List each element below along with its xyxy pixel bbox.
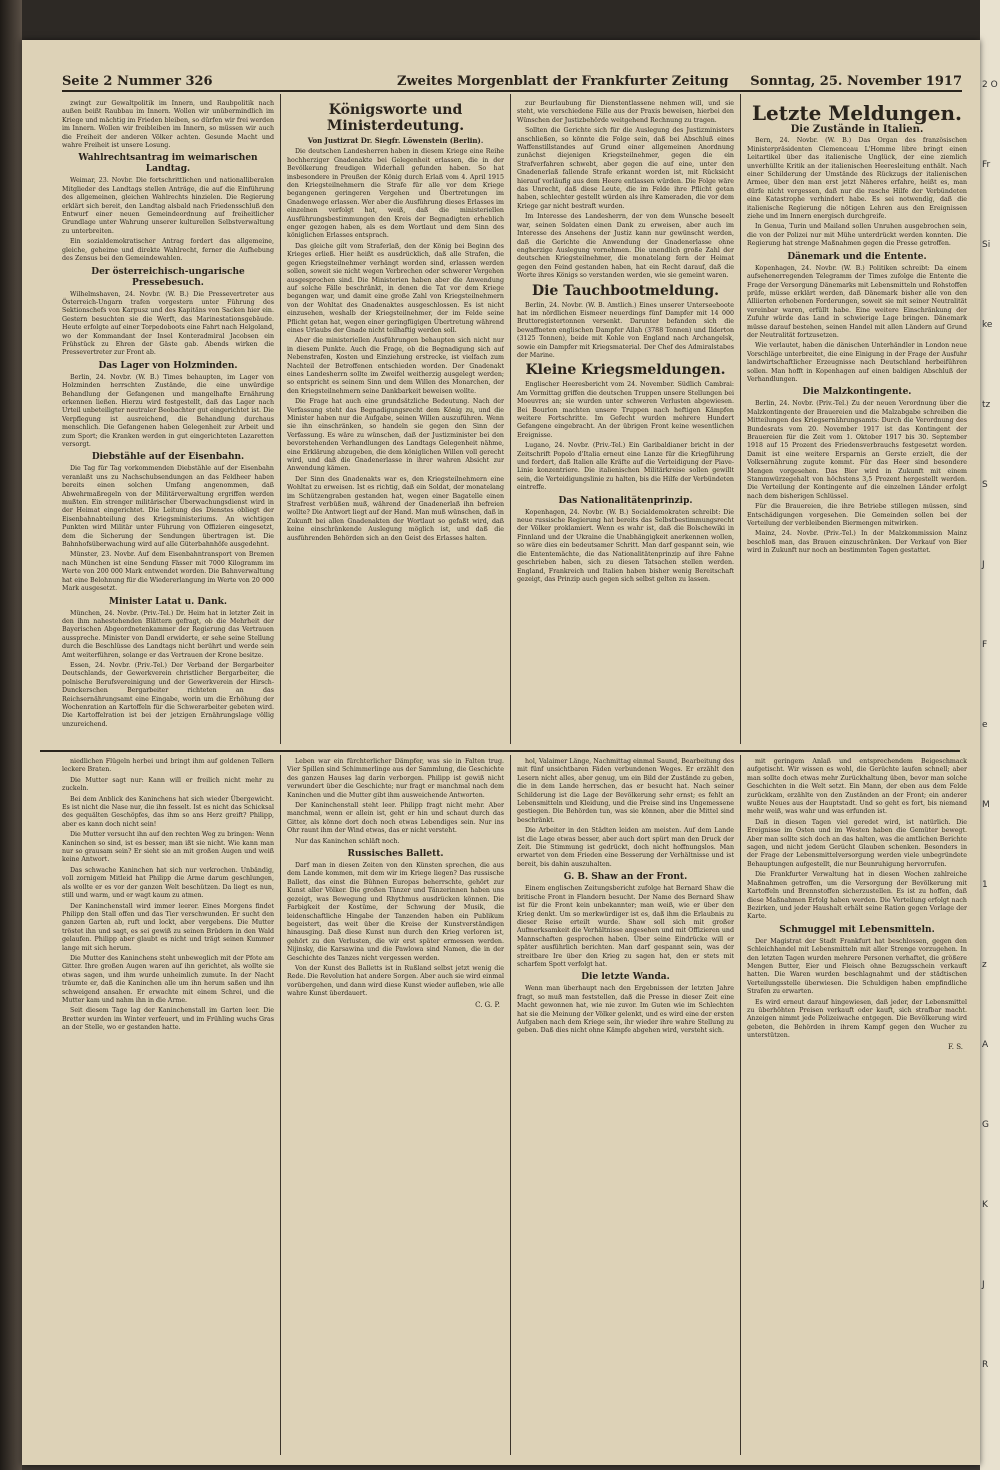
masthead [62,74,962,92]
article-text: Münster, 23. Novbr. Auf dem Eisenbahntransport von Bremen nach München ist eine Sendung Fässer mit 7000 Kilogramm im Werte von 200 000 Mark entwendet worden. Die Bahnverwaltung hat eine Belohnung für die Wiedererlangung im Werte von 20 000 Mark ausgesetzt. [62,551,274,593]
scanner-background-top [0,0,1000,40]
article-text: Aber die ministeriellen Ausführungen behaupten sich nicht nur in diesem Punkte. Auch die Frage, ob die Begnadigung sich auf Nebenstrafen, Kosten und Einziehung erstrecke, ist vielfach zum Nachteil der Betroffenen entschieden worden. Der Gnadenakt eines Landesherrn sollte im Zweifel weitherzig ausgelegt werden; so entspricht es seinem Sinn und dem Willen des Monarchen, der den Kriegsteilnehmern seine Dankbarkeit beweisen wollte. [287,337,504,395]
feuilleton-column-4 [747,758,967,1453]
adjacent-page-fragment: Fr [982,160,991,170]
newspaper-page [22,40,980,1465]
adjacent-page-fragment: 1 [982,880,988,890]
adjacent-page-fragment: R [982,1360,989,1370]
story-text: niedlichen Flügeln herbei und bringt ihm auf goldenen Tellern leckere Braten. [62,758,274,774]
newspaper-title: Zweites Morgenblatt der Frankfurter Zeitung [397,74,729,89]
article-text: Die Frankfurter Verwaltung hat in diesen Wochen zahlreiche Maßnahmen getroffen, um die Versorgung der Bevölkerung mit Kartoffeln und Brennstoffen sicherzustellen. Es ist zu hoffen, daß diese Maßnahmen Erfolg haben werden. Die Verteilung erfolgt nach Bezirken, und jeder Haushalt erhält seine Ration gegen Vorlage der Karte. [747,871,967,921]
article-text: Mainz, 24. Novbr. (Priv.-Tel.) In der Malzkommission Mainz beschloß man, das Brauen einzuschränken. Der Verkauf von Bier wird in Zukunft nur noch an bestimmten Tagen gestattet. [747,530,967,555]
article-headline: Königsworte und Ministerdeutung. [326,102,465,134]
article-text: Von der Kunst des Balletts ist in Rußland selbst jetzt wenig die Rede. Die Revolution hat andere Sorgen. Aber auch sie wird einmal vorübergehen, und dann wird diese Kunst wieder aufleben, wie alle wahre Kunst überdauert. [287,964,504,998]
column-2 [287,100,504,745]
article-heading: Die Malzkontingente. [802,387,912,398]
adjacent-page-fragment: F [982,640,988,650]
adjacent-page-fragment: z [982,960,987,970]
page-number: Seite 2 Nummer 326 [62,74,213,89]
column-4 [747,100,967,745]
adjacent-page-fragment: tz [982,400,991,410]
adjacent-page-fragment: M [982,800,990,810]
story-text: Die Mutter versucht ihn auf den rechten Weg zu bringen: Wenn Kaninchen so sind, ist es besser, man ißt sie nicht. Wie kann man nur so grausam sein? Er sieht sie an mit großen Augen und weiß keine Antwort. [62,831,274,864]
article-heading: Das Lager von Holzminden. [98,360,238,371]
article-subheading: Die Zustände in Italien. [790,124,924,135]
article-heading: Wahlrechtsantrag im weimarischen Landtag. [78,153,258,175]
column-divider [740,94,741,744]
adjacent-page-fragment: A [982,1040,989,1050]
article-text: Die Tag für Tag vorkommenden Diebstähle auf der Eisenbahn veranlaßt uns zu Nachschubsendungen an das Feldheer haben bereits einen solchen Umfang angenommen, daß Abwehrmaßregeln von der Militärverwaltung ergriffen werden mußten. Ein strenger militärischer Überwachungsdienst wird in der Heimat eingerichtet. Die Leitung des Dienstes obliegt der Eisenbahnabteilung des Kriegsministeriums. An wichtigen Punkten wird Militär unter Führung von Offizieren eingesetzt, dem die Sicherung der Sendungen übertragen ist. Die Bahnhofsüberwachung wird auf alle Güterbahnhöfe ausgedehnt. [62,465,274,549]
article-text: Essen, 24. Novbr. (Priv.-Tel.) Der Verband der Bergarbeiter Deutschlands, der Gewerkverein christlicher Bergarbeiter, die polnische Berufsvereinigung und der Gewerkverein der Hirsch-Dunckerschen Bergarbeiter richteten an das Reichsernährungsamt eine Eingabe, worin um die Erhöhung der Wochenration an Kartoffeln für die Schwerarbeiter gebeten wird. Die Kartoffelration ist bei der jetzigen Ernährungslage völlig unzureichend. [62,661,274,728]
column-1 [62,100,274,745]
article-headline: Die Tauchbootmeldung. [531,282,720,299]
article-heading: Das Nationalitätenprinzip. [558,495,693,506]
article-text: Ein sozialdemokratischer Antrag fordert das allgemeine, gleiche, geheime und direkte Wahlrecht, ferner die Aufhebung des Zensus bei den Gemeindewahlen. [62,238,274,263]
feuilleton-column-2 [287,758,504,1453]
author-signature: C. G. P. [475,1000,500,1009]
story-text: Leben war ein fürchterlicher Dämpfer, was sie in Falten trug. Vier Spillen sind Schimmerlinge aus der Sammlung, die Geschichte des ganzen Hauses lag darin verborgen. Philipp ist gewiß nicht verwundert über die Geschichte; nur fragt er manchmal nach dem Kaninchen und die Mutter gibt ihm ausweichende Antworten. [287,758,504,799]
issue-date: Sonntag, 25. November 1917 [750,74,962,89]
article-heading: Die letzte Wanda. [581,972,670,983]
feuilleton-column-3 [517,758,734,1453]
article-text: Sollten die Gerichte sich für die Auslegung des Justizministers anschließen, so könnte die Folge sein, daß bei Abschluß eines Waffenstillstandes auf Grund einer allgemeinen Anordnung zunächst diejenigen Kriegsteilnehmer, gegen die ein Strafverfahren schwebt, aber gegen die auf eine, unter den Gnadenerlaß fallende Strafe erkannt worden ist, mit Rücksicht hierauf vorläufig aus dem Heere entlassen würden. Die Folge wäre das Unrecht, daß diese Leute, die im Felde ihre Pflicht getan haben, schlechter gestellt würden als ihre Kameraden, die vor dem Kriege gar nicht bestraft wurden. [517,127,734,210]
article-text: Wilhelmshaven, 24. Novbr. (W. B.) Die Pressevertreter aus Österreich-Ungarn trafen vorgestern unter Führung des Sektionschefs von Karpusz und des Kapitäns von Sacken hier ein. Gestern besuchten sie die Werft, das Marinestationsgebäude. Heute erfolgte auf einer Torpedoboots eine Fahrt nach Helgoland, wo der Kommandant der Insel Konteradmiral Jacobsen ein Frühstück zu Ehren der Gäste gab. Abends wirken die Pressevertreter zur Front ab. [62,290,274,357]
article-heading: Russisches Ballett. [347,849,444,860]
adjacent-page-fragment: 2 O [982,80,998,90]
article-headline: Kleine Kriegsmeldungen. [525,362,726,379]
adjacent-page-fragment: e [982,720,988,730]
column-divider [280,94,281,744]
column-divider [740,755,741,1455]
article-text: mit geringem Anlaß und entsprechendem Beigeschmack aufgetischt. Wir wissen es wohl, die Gerüchte laufen schnell; aber man sollte doch etwas mehr Zurückhaltung üben, bevor man solche Geschichten in die Welt setzt. Ein Mann, der eben aus dem Felde zurückkam, erzählte von den Zuständen an der Front; ein anderer wußte Neues aus der Hauptstadt. Und so geht es fort, bis niemand mehr weiß, was wahr und was erfunden ist. [747,758,967,816]
adjacent-page-fragment: S [982,480,988,490]
article-text: In Genua, Turin und Mailand sollen Unruhen ausgebrochen sein, die von der Polizei nur mit Mühe unterdrückt werden konnten. Die Regierung hat strenge Maßnahmen gegen die Presse getroffen. [747,223,967,248]
column-divider [280,755,281,1455]
article-text: Darf man in diesen Zeiten von den Künsten sprechen, die aus dem Lande kommen, mit dem wir im Kriege liegen? Das russische Ballett, das einst die Bühnen Europas beherrschte, gehört zur Kunst aller Völker. Die großen Tänzer und Tänzerinnen haben uns gezeigt, was Bewegung und Rhythmus ausdrücken können. Die Farbigkeit der Kostüme, der Schwung der Musik, die leidenschaftliche Hingabe der Tanzenden haben ein Publikum begeistert, das weit über die Kreise der Kunstverständigen hinausging. Daß diese Kunst nun durch den Krieg verloren ist, gehört zu den Verlusten, die wir erst später ermessen werden. Nijinsky, die Karsawina und die Pawlowa sind Namen, die in der Geschichte des Tanzes nicht vergessen werden. [287,862,504,962]
adjacent-page-fragment: Si [982,240,991,250]
article-text: zur Beurlaubung für Dienstentlassene nehmen will, und sie steht, wie verschiedene Fälle aus der Praxis beweisen, hierbei den Wünschen der Justizbehörde weitgehend Rechnung zu tragen. [517,100,734,124]
section-headline: Letzte Meldungen. [751,101,963,125]
article-text: München, 24. Novbr. (Priv.-Tel.) Dr. Heim hat in letzter Zeit in den ihm nahestehenden Blättern gefragt, ob die Mehrheit der Bayerischen Abgeordnetenkammer der Regierung das Vertrauen ausspreche. Minister von Dandl erwiderte, er sehe seine Stellung durch die Beschlüsse des Landtags nicht berührt und werde sein Amt weiterführen, solange er das Vertrauen der Krone besitze. [62,609,274,659]
adjacent-page-fragment: ke [982,320,993,330]
feuilleton-divider [40,750,960,752]
story-text: Der Kaninchenstall steht leer. Philipp fragt nicht mehr. Aber manchmal, wenn er allein ist, geht er hin und schaut durch das Gitter, als könne dort doch noch etwas Lebendiges sein. Nur ins Ohr raunt ihm der Wind etwas, das er nicht versteht. [287,802,504,835]
story-text: Seit diesem Tage lag der Kaninchenstall im Garten leer. Die Bretter wurden im Winter verfeuert, und im Frühling wuchs Gras an der Stelle, wo er gestanden hatte. [62,1007,274,1032]
article-heading: G. B. Shaw an der Front. [563,872,688,883]
article-text: Die deutschen Landesherren haben in diesem Kriege eine Reihe hochherziger Gnadenakte bei Gelegenheit erlassen, die in der Bevölkerung freudigen Widerhall gefunden haben. So hat insbesondere in Preußen der König durch Erlaß vom 4. April 1915 den Kriegsteilnehmern die Strafe für alle vor dem Kriege begangenen geringeren Vergehen und Übertretungen im Gnadenwege erlassen. Wer aber die Ausführung dieses Erlasses im einzelnen verfolgt hat, weiß, daß die ministeriellen Ausführungsbestimmungen den Kreis der Begnadigten erheblich enger gezogen haben, als es dem Wortlaut und dem Sinn des königlichen Erlasses entsprach. [287,148,504,240]
article-heading: Diebstähle auf der Eisenbahn. [91,452,245,463]
column-3 [517,100,734,745]
article-heading: Schmuggel mit Lebensmitteln. [779,924,935,935]
feuilleton-column-1 [62,758,274,1453]
article-text: Im Interesse des Landesherrn, der von dem Wunsche beseelt war, seinen Soldaten einen Dank zu erweisen, aber auch im Interesse des Ansehens der Justiz kann nur gewünscht werden, daß die Gerichte die Anwendung der Gnadenerlasse ohne engherzige Auslegung vornehmen. Die unendlich große Zahl der deutschen Kriegsteilnehmer, die monatelang fern der Heimat gegen den Feind gestanden haben, hat ein Recht darauf, daß die Worte ihres Königs so verstanden werden, wie sie gemeint waren. [517,213,734,280]
article-text: Die Arbeiter in den Städten leiden am meisten. Auf dem Lande ist die Lage etwas besser, aber auch dort spürt man den Druck der Zeit. Die Stimmung ist gedrückt, doch nicht hoffnungslos. Man erwartet von dem Frieden eine Besserung der Verhältnisse und ist bereit, bis dahin auszuhalten. [517,827,734,868]
article-heading: Der österreichisch-ungarische Pressebesuch. [91,266,245,288]
article-text: Wie verlautet, haben die dänischen Unterhändler in London neue Vorschläge unterbreitet, die eine Einigung in der Frage der Ausfuhr landwirtschaftlicher Erzeugnisse nach Deutschland herbeiführen sollen. Man hofft in Kopenhagen auf einen baldigen Abschluß der Verhandlungen. [747,342,967,383]
adjacent-page-fragment: K [982,1200,988,1210]
story-text: Nur das Kaninchen schläft noch. [295,837,400,845]
article-text: Weimar, 23. Novbr. Die fortschrittlichen und nationalliberalen Mitglieder des Landtags stellen Anträge, die auf die Einführung des allgemeinen, gleichen Wahlrechts hinzielen. Die Regierung erklärt sich bereit, den Landtag alsbald nach Friedensschluß den Entwurf einer neuen Gemeindeordnung auf freiheitlicher Grundlage unter Wahrung unserer kulturellen Selbstverwaltung zu unterbreiten. [62,177,274,235]
article-text: Kopenhagen, 24. Novbr. (W. B.) Socialdemokraten schreibt: Die neue russische Regierung hat bereits das Selbstbestimmungsrecht der Völker proklamiert. Wenn es wahr ist, daß die Bolschewiki in Finnland und der Ukraine die Unabhängigkeit anerkennen wollen, so wäre dies ein bedeutsamer Schritt. Man darf gespannt sein, wie die Ententemächte, die das Nationalitätenprinzip auf ihre Fahne geschrieben haben, sich zu diesen Tatsachen stellen werden. England, Frankreich und Italien haben bisher wenig Bereitschaft gezeigt, das Prinzip auch gegen sich selbst gelten zu lassen. [517,508,734,583]
article-heading: Dänemark und die Entente. [787,251,927,262]
adjacent-page-fragment: J [982,1280,985,1290]
article-text: Wenn man überhaupt nach den Ergebnissen der letzten Jahre fragt, so muß man feststellen, daß die Presse in dieser Zeit eine Macht gewonnen hat, wie nie zuvor. Im Guten wie im Schlechten hat sie die Meinung der Völker gelenkt, und es wird eine der ersten Aufgaben nach dem Kriege sein, ihr wieder ihre wahre Stellung zu geben. Daß dies nicht ohne Kämpfe abgehen wird, versteht sich. [517,985,734,1035]
article-byline: Von Justizrat Dr. Siegfr. Löwenstein (Berlin). [307,136,484,145]
story-text: Die Mutter des Kaninchens steht unbeweglich mit der Pfote am Gitter. Ihre großen Augen waren auf ihn gerichtet, als wollte sie etwas sagen, und ihm wurde unheimlich zumute. In der Nacht träumte er, daß die Kaninchen alle um ihn herum saßen und ihn schweigend ansahen. Er erwachte mit einem Schrei, und die Mutter kam und nahm ihn in die Arme. [62,954,274,1004]
article-text: Das gleiche gilt vom Straferlaß, den der König bei Beginn des Krieges erließ. Hier heißt es ausdrücklich, daß alle Strafen, die gegen Kriegsteilnehmer verhängt worden sind, erlassen werden sollen, soweit sie nicht wegen Verbrechen oder schwerer Vergehen ausgesprochen sind. Die Ministerien haben aber die Anwendung auf solche Fälle beschränkt, in denen die Tat vor dem Kriege begangen war, und damit eine große Zahl von Kriegsteilnehmern von der Wohltat des Gnadenaktes ausgeschlossen. Es ist nicht einzusehen, weshalb der Kriegsteilnehmer, der im Felde seine Pflicht getan hat, wegen einer geringfügigen Übertretung während eines Urlaubs der Gnade nicht teilhaftig werden soll. [287,242,504,334]
story-text: Der Kaninchenstall wird immer leerer. Eines Morgens findet Philipp den Stall offen und das Tier verschwunden. Er sucht den ganzen Garten ab, ruft und lockt, aber vergebens. Die Mutter tröstet ihn und sagt, es sei gewiß zu seinen Brüdern in den Wald gelaufen. Philipp aber glaubt es nicht und trägt seinen Kummer lange mit sich herum. [62,902,274,952]
author-signature: F. S. [948,1042,963,1051]
adjacent-page-fragment: G [982,1120,989,1130]
article-text: Englischer Heeresbericht vom 24. November. Südlich Cambrai: Am Vormittag griffen die deutschen Truppen unsere Stellungen bei Moeuvres an; sie wurden unter schweren Verlusten abgewiesen. Bei Bourlon machten unsere Truppen nach heftigen Kämpfen weitere Fortschritte. Im Gefecht wurden mehrere Hundert Gefangene eingebracht. An der übrigen Front keine wesentlichen Ereignisse. [517,381,734,439]
article-text: Es wird erneut darauf hingewiesen, daß jeder, der Lebensmittel zu überhöhten Preisen verkauft oder kauft, sich strafbar macht. Anzeigen nimmt jede Polizeiwache entgegen. Die Bevölkerung wird gebeten, die Behörden in ihrem Kampf gegen den Wucher zu unterstützen. [747,998,967,1040]
article-text: zwingt zur Gewaltpolitik im Innern, und Raubpolitik nach außen beißt Raubbau im Innern. Wollen wir unübermindlich im Kriege und mächtig im Frieden bleiben, so dürfen wir frei werden im Innern. Wollen wir freibleiben im Innern, so müssen wir auch die Freiheit der anderen Völker achten. Gesunde Macht und wahre Freiheit ist unsere Losung. [62,100,274,150]
article-heading: Minister Latat u. Dank. [109,596,227,607]
article-text: Die Frage hat auch eine grundsätzliche Bedeutung. Nach der Verfassung steht das Begnadigungsrecht dem König zu, und die Minister haben nur die Aufgabe, seinen Willen auszuführen. Wenn sie ihn einschränken, so handeln sie gegen den Sinn der Verfassung. Es wäre zu wünschen, daß der Justizminister bei den bevorstehenden Verhandlungen des Landtags Gelegenheit nähme, eine Erklärung abzugeben, die dem königlichen Willen voll gerecht wird, und daß die Gnadenerlasse in ihrer wahren Absicht zur Anwendung kämen. [287,398,504,473]
article-text: Einem englischen Zeitungsbericht zufolge hat Bernard Shaw die britische Front in Flandern besucht. Der Name des Bernard Shaw ist für die Front kein unbekannter; man weiß, wie er über den Krieg denkt. Um so merkwürdiger ist es, daß ihm die Erlaubnis zu dieser Reise erteilt wurde. Shaw soll sich mit großer Aufmerksamkeit die Verhältnisse angesehen und mit Offizieren und Mannschaften gesprochen haben. Über seine Eindrücke will er später ausführlich berichten. Man darf gespannt sein, was der streitbare Ire über den Krieg zu sagen hat, den er stets mit scharfem Spott verfolgt hat. [517,885,734,968]
column-divider [510,755,511,1455]
story-text: Bei dem Anblick des Kaninchens hat sich wieder Übergewicht. Es ist nicht die Nase nur, die ihn fesselt. Ist es nicht das Schicksal des gequälten Geschöpfes, das ihm so ans Herz greift? Philipp, aber es kann doch nicht sein! [62,795,274,828]
story-text: Das schwache Kaninchen hat sich nur verkrochen. Unbändig, voll zornigem Mitleid hat Philipp die Arme darum geschlungen, als wollte er es vor der ganzen Welt beschützen. Da liegt es nun, still und warm, und er wagt kaum zu atmen. [62,866,274,900]
article-text: Bern, 24. Novbr. (W. B.) Das Organ des französischen Ministerpräsidenten Clemenceau L'Homme libre bringt einen Leitartikel über das italienische Unglück, der eine ziemlich unverhüllte Kritik an der italienischen Heeresleitung enthält. Nach einer Schilderung der Umstände des Rückzugs der italienischen Armee, über den man erst jetzt Näheres erfahre, heißt es, man dürfe nicht vergessen, daß nur die rasche Hilfe der Verbündeten eine Katastrophe verhindert habe. Es sei notwendig, daß die italienische Regierung die nötigen Lehren aus den Ereignissen ziehe und im Innern energisch durchgreife. [747,137,967,221]
article-text: Berlin, 24. Novbr. (Priv.-Tel.) Zu der neuen Verordnung über die Malzkontingente der Brauereien und die Malzabgabe schreiben die Mitteilungen des Kriegsernährungsamts: Durch die Verordnung des Bundesrats vom 20. November 1917 ist das Kontingent der Brauereien für die Zeit vom 1. Oktober 1917 bis 30. September 1918 auf 15 Prozent des Friedensverbrauchs festgesetzt worden. Damit ist eine weitere Ersparnis an Gerste erzielt, die der Volksernährung zugute kommt. Für das Heer sind besondere Mengen vorgesehen. Das Bier wird in Zukunft mit einem Stammwürzegehalt von höchstens 3,5 Prozent hergestellt werden. Die Verteilung der Kontingente auf die einzelnen Länder erfolgt nach dem bisherigen Schlüssel. [747,400,967,500]
article-text: Daß in diesen Tagen viel geredet wird, ist natürlich. Die Ereignisse im Osten und im Westen haben die Gemüter bewegt. Aber man sollte sich doch an das halten, was die amtlichen Berichte sagen, und nicht jedem Gerücht Glauben schenken. Besonders in der Frage der Lebensmittelversorgung werden viele unbegründete Behauptungen aufgestellt, die nur Beunruhigung hervorrufen. [747,818,967,868]
story-text: Die Mutter sagt nur: Kann will er freilich nicht mehr zu zuckeln. [62,776,274,793]
article-text: Kopenhagen, 24. Novbr. (W. B.) Politiken schreibt: Da einem aufsehenerregenden Telegramm der Times zufolge die Entente die Frage der Versorgung Dänemarks mit Lebensmitteln und Rohstoffen prüfe, müsse erklärt werden, daß Dänemark bisher alle von den Alliierten erhobenen Forderungen, soweit sie mit seiner Neutralität vereinbar waren, erfüllt habe. Eine weitere Einschränkung der Zufuhr würde das Land in schwierige Lage bringen. Dänemark müsse darauf bestehen, seinen Handel mit allen Ländern auf Grund der Neutralität fortzusetzen. [747,264,967,339]
adjacent-page-edge [980,0,1000,1470]
book-binding-edge [0,0,22,1470]
article-text: Berlin, 24. Novbr. (W. B.) Times behaupten, im Lager von Holzminden herrschten Zustände, die eine unwürdige Behandlung der Gefangenen und mangelhafte Ernährung erkennen ließen. Hierzu wird festgestellt, daß das Lager nach Urteil unbeteiligter neutraler Beobachter gut eingerichtet ist. Die Verpflegung ist ausreichend, die Behandlung durchaus menschlich. Die Gefangenen haben Gelegenheit zur Arbeit und zum Sport; die Kranken werden in gut eingerichteten Lazaretten versorgt. [62,373,274,448]
adjacent-page-fragment: J [982,560,985,570]
column-divider [510,94,511,744]
article-text: Der Magistrat der Stadt Frankfurt hat beschlossen, gegen den Schleichhandel mit Lebensmitteln mit aller Strenge vorzugehen. In den letzten Tagen wurden mehrere Personen verhaftet, die größere Mengen Butter, Eier und Fleisch ohne Bezugsschein verkauft hatten. Die Waren wurden beschlagnahmt und der städtischen Verteilungsstelle überwiesen. Die Schuldigen haben empfindliche Strafen zu erwarten. [747,937,967,996]
article-text: Berlin, 24. Novbr. (W. B. Amtlich.) Eines unserer Unterseeboote hat im nördlichen Eismeer neuerdings fünf Dampfer mit 14 000 Bruttoregistertonnen versenkt. Darunter befanden sich die bewaffneten englischen Dampfer Allah (3788 Tonnen) und Ilderton (3125 Tonnen), beide mit Kohle von England nach Archangelsk, sowie ein Dampfer mit Kriegsmaterial. Der Chef des Admiralstabes der Marine. [517,301,734,359]
article-text: Lugano, 24. Novbr. (Priv.-Tel.) Ein Garibaldianer bricht in der Zeitschrift Popolo d'Italia erneut eine Lanze für die Kriegführung und fordert, daß Italien alle Kräfte auf die Verteidigung der Piave-Linie konzentriere. Die italienischen Militärkreise sollen gewillt sein, die Verteidigungslinie zu halten, bis die Hilfe der Verbündeten eintreffe. [517,442,734,492]
article-text: hol, Valaimer Länge, Nachmittag einmal Saund, Bearbeitung des mit fünf unsichtbaren Fäden verbundenen Weges. Er erzählt den Lesern nicht alles, aber genug, um ein Bild der Zustände zu geben, die in dem Lande herrschen, das er besucht hat. Nach seiner Schilderung ist die Lage der Bevölkerung sehr ernst; es fehlt an Lebensmitteln und Kleidung, und die Preise sind ins Ungemessene gestiegen. Die Behörden tun, was sie können, aber die Mittel sind beschränkt. [517,758,734,824]
article-text: Der Sinn des Gnadenakts war es, den Kriegsteilnehmern eine Wohltat zu erweisen. Ist es richtig, daß ein Soldat, der monatelang im Schützengraben gestanden hat, wegen einer Bagatelle einen Strafrest verbüßen muß, während der Gnadenerlaß ihn befreien wollte? Die Antwort liegt auf der Hand. Man muß wünschen, daß in Zukunft bei allen Gnadenakten der Wortlaut so gefaßt wird, daß keine einschränkende Auslegung möglich ist, und daß die ausführenden Behörden sich an den Geist des Erlasses halten. [287,475,504,542]
article-text: Für die Brauereien, die ihre Betriebe stillegen müssen, sind Entschädigungen vorgesehen. Die Gemeinden sollen bei der Verteilung der verbleibenden Biermengen mitwirken. [747,503,967,528]
